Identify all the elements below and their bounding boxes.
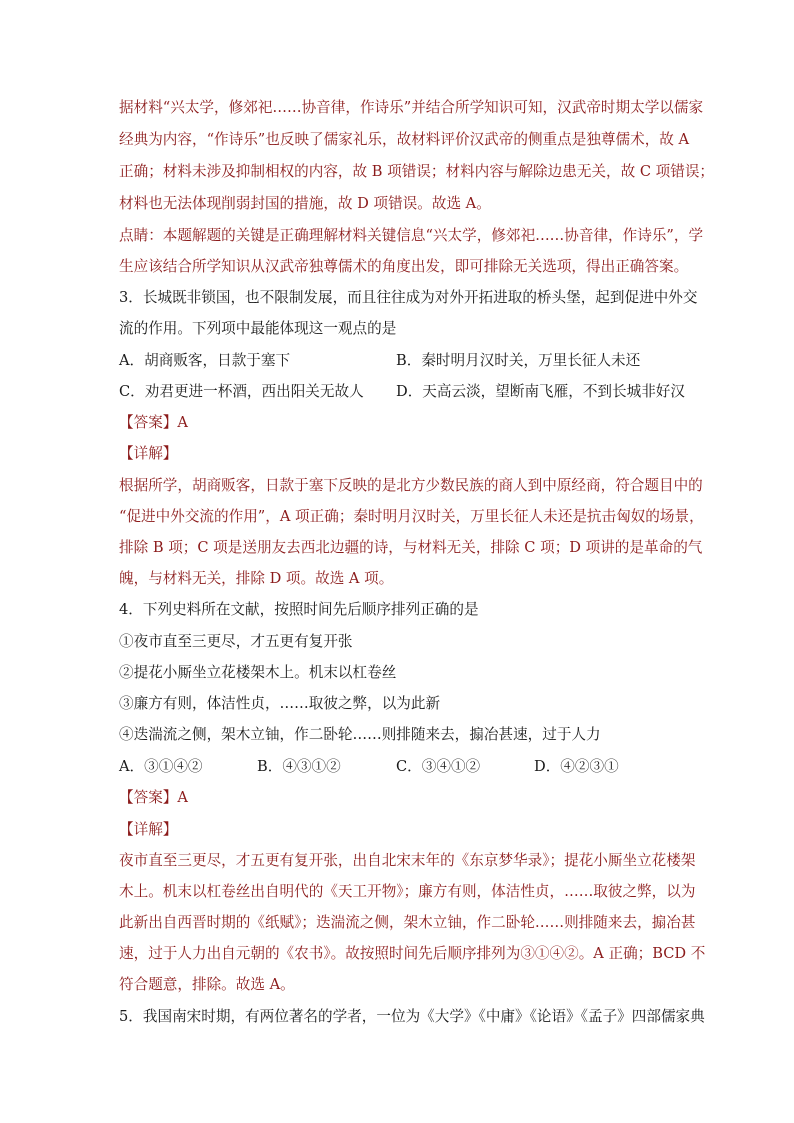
question-3-stem: 3．长城既非锁国，也不限制发展，而且往往成为对外开拓进取的桥头堡，起到促进中外交 [119, 289, 698, 306]
q3-option-d: D．天高云淡，望断南飞雁，不到长城非好汉 [396, 383, 685, 400]
point-note-line: 生应该结合所学知识从汉武帝独尊儒术的角度出发，即可排除无关选项，得出正确答案。 [119, 258, 689, 275]
q4-detail-tag: 【详解】 [119, 821, 178, 838]
answer-tag: 【答案】 [119, 414, 178, 431]
q4-detail-line: 此新出自西晋时期的《纸赋》；迭湍流之侧，架木立铀，作二卧轮……则排随来去，搧冶甚 [119, 914, 696, 931]
point-note-line: 点睛：本题解题的关键是正确理解材料关键信息“兴太学，修郊祀……协音律，作诗乐”，学 [119, 227, 704, 244]
q3-option-b: B．秦时明月汉时关，万里长征人未还 [396, 352, 641, 369]
prev-explanation-line: 经典为内容，“作诗乐”也反映了儒家礼乐，故材料评价汉武帝的侧重点是独尊儒术，故 A [119, 131, 690, 148]
q4-option-d: D．④②③① [534, 758, 619, 775]
q4-detail-line: 符合题意，排除。故选 A。 [119, 976, 295, 993]
answer-value: A [177, 414, 188, 431]
q3-detail-line: 根据所学，胡商贩客，日款于塞下反映的是北方少数民族的商人到中原经商，符合题目中的 [119, 477, 703, 494]
q4-item: ③廉方有则，体洁性贞，……取彼之弊，以为此新 [119, 695, 441, 712]
q4-option-a: A．③①④② [119, 758, 203, 775]
question-3-stem: 流的作用。下列项中最能体现这一观点的是 [119, 320, 397, 337]
prev-explanation-line: 材料也无法体现削弱封国的措施，故 D 项错误。故选 A。 [119, 195, 491, 212]
q4-item: ①夜市直至三更尽，才五更有复开张 [119, 633, 353, 650]
q4-detail-line: 速，过于人力出自元朝的《农书》。故按照时间先后顺序排列为③①④②。A 正确；BCD 不 [119, 945, 706, 962]
q3-answer [119, 413, 188, 433]
q4-detail-line: 木上。机末以杠卷丝出自明代的《天工开物》；廉方有则，体洁性贞，……取彼之弊，以为 [119, 883, 696, 900]
q4-detail-line: 夜市直至三更尽，才五更有复开张，出自北宋末年的《东京梦华录》；提花小厮坐立花楼架 [119, 852, 696, 869]
answer-value: A [177, 789, 188, 806]
q4-item: ②提花小厮坐立花楼架木上。机末以杠卷丝 [119, 664, 397, 681]
q4-item: ④迭湍流之侧，架木立铀，作二卧轮……则排随来去，搧冶甚速，过于人力 [119, 726, 601, 743]
question-4-stem: 4．下列史料所在文献，按照时间先后顺序排列正确的是 [119, 601, 479, 618]
q4-option-b: B．④③①② [257, 758, 341, 775]
question-5-stem: 5．我国南宋时期，有两位著名的学者，一位为《大学》《中庸》《论语》《孟子》四部儒家典 [119, 1008, 705, 1025]
q4-option-c: C．③④①② [396, 758, 481, 775]
q3-detail-line: 排除 B 项；C 项是送朋友去西北边疆的诗，与材料无关，排除 C 项；D 项讲的是革命的气 [119, 539, 703, 556]
q3-detail-tag: 【详解】 [119, 445, 178, 462]
answer-tag: 【答案】 [119, 789, 178, 806]
prev-explanation-line: 正确；材料未涉及抑制相权的内容，故 B 项错误；材料内容与解除边患无关，故 C 项错误； [119, 163, 715, 180]
q3-option-a: A．胡商贩客，日款于塞下 [119, 352, 291, 369]
q4-answer [119, 788, 188, 808]
q3-option-c: C．劝君更进一杯酒，西出阳关无故人 [119, 383, 364, 400]
q3-detail-line: 魄，与材料无关，排除 D 项。故选 A 项。 [119, 570, 394, 587]
q3-detail-line: “促进中外交流的作用”，A 项正确；秦时明月汉时关，万里长征人未还是抗击匈奴的场景， [119, 508, 704, 525]
prev-explanation-line: 据材料“兴太学，修郊祀……协音律，作诗乐”并结合所学知识可知，汉武帝时期太学以儒家 [119, 99, 704, 116]
